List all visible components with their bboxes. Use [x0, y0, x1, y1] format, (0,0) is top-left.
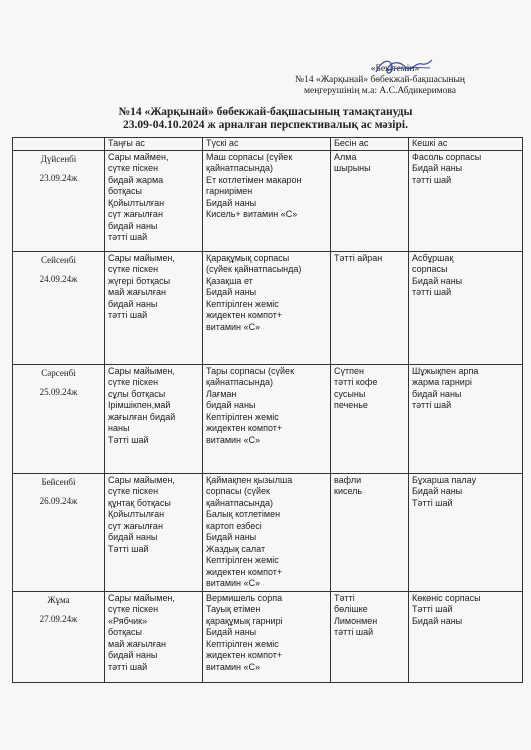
column-header	[13, 138, 105, 151]
table-row	[13, 473, 523, 591]
table-row	[13, 364, 523, 473]
menu-item: Бидай наны	[206, 627, 257, 637]
menu-item: Алма	[334, 151, 357, 162]
menu-item: Ет котлетімен макарон	[206, 174, 302, 185]
menu-item: тәтті шай	[412, 400, 452, 410]
menu-item: сусыны	[334, 388, 366, 399]
day-date: 23.09.24ж	[39, 173, 78, 183]
menu-item: қайнатпасында)	[206, 163, 273, 173]
menu-item: печенье	[334, 400, 368, 410]
menu-item: Кептірілген жеміс	[206, 638, 279, 649]
menu-item: Балық котлетімен	[206, 509, 281, 519]
title-line-2: 23.09-04.10.2024 ж арналған перспективалық ас мәзірі.	[123, 119, 408, 131]
menu-item: Тәтті	[334, 592, 355, 603]
day-cell	[13, 251, 105, 364]
menu-item: сорпасы (сүйек	[206, 486, 270, 496]
day-cell	[13, 591, 105, 682]
menu-item: тәтті шай	[412, 174, 452, 185]
snack-cell	[331, 591, 409, 682]
menu-item: Кисель+ витамин «С»	[206, 209, 298, 219]
menu-item: сүтке піскен	[108, 377, 159, 387]
menu-item: Бидай наны	[412, 275, 463, 286]
menu-item: «Рябчик»	[108, 615, 148, 626]
menu-item: Бидай наны	[206, 287, 257, 297]
menu-item: Бұхарша палау	[412, 474, 477, 485]
menu-item: сүтке піскен	[108, 486, 159, 496]
menu-item: тәтті шай	[108, 232, 148, 242]
menu-item: бидай наны	[206, 400, 256, 410]
day-cell	[13, 150, 105, 251]
menu-item: Сары майымен,	[108, 592, 175, 603]
menu-item: Фасоль сорпасы	[412, 151, 482, 162]
menu-item: Жаздық салат	[206, 543, 266, 554]
menu-item: ботқасы	[108, 627, 142, 637]
menu-item: жидектен компот+	[206, 566, 283, 577]
table-header-row	[13, 138, 523, 151]
menu-item: сүтке піскен	[108, 163, 159, 173]
title-line-1: №14 «Жарқынай» бөбекжай-бақшасының тамақтануды	[118, 106, 413, 118]
day-cell	[13, 364, 105, 473]
snack-cell	[331, 473, 409, 591]
day-name: Сәрсенбі	[41, 367, 76, 378]
menu-item: май жағылған	[108, 638, 167, 649]
breakfast-cell	[105, 473, 203, 591]
day-date: 24.09.24ж	[39, 274, 78, 284]
document-title	[0, 106, 531, 132]
menu-item: жағылған бидай	[108, 411, 176, 422]
menu-item: Бидай наны	[412, 163, 463, 173]
menu-item: жарма гарнирі	[412, 377, 472, 387]
menu-item: жүгері ботқасы	[108, 275, 171, 286]
menu-item: Бидай наны	[412, 486, 463, 496]
table-row	[13, 150, 523, 251]
lunch-cell	[203, 364, 331, 473]
table-row	[13, 251, 523, 364]
column-header: Түскі ас	[203, 138, 331, 151]
menu-item: Тәтті шай	[108, 434, 149, 445]
dinner-cell	[409, 251, 523, 364]
signature-icon	[372, 56, 434, 78]
menu-item: бөлішке	[334, 604, 368, 614]
menu-item: Вермишель сорпа	[206, 592, 283, 603]
menu-item: бидай наны	[108, 298, 158, 309]
menu-item: Сары маймен,	[108, 151, 169, 162]
menu-item: сұлы ботқасы	[108, 388, 166, 399]
day-name: Сейсенбі	[41, 254, 76, 265]
menu-item: Маш сорпасы (сүйек	[206, 151, 293, 162]
menu-item: Тауық етімен	[206, 604, 261, 614]
menu-item: қайнатпасында)	[206, 377, 273, 387]
menu-table	[12, 137, 523, 683]
menu-item: Тәтті шай	[412, 604, 453, 614]
menu-item: бидай наны	[412, 388, 462, 399]
day-name: Жұма	[47, 594, 70, 605]
menu-item: (сүйек қайнатпасында)	[206, 264, 302, 274]
breakfast-cell	[105, 591, 203, 682]
menu-item: сорпасы	[412, 264, 448, 274]
menu-item: кисель	[334, 486, 363, 496]
dinner-cell	[409, 364, 523, 473]
menu-item: витамин «С»	[206, 434, 261, 445]
menu-item: бидай наны	[108, 650, 158, 660]
menu-item: гарнирімен	[206, 186, 253, 196]
menu-item: картоп езбесі	[206, 520, 262, 531]
menu-item: құнтақ ботқасы	[108, 497, 171, 508]
snack-cell	[331, 150, 409, 251]
menu-item: жидектен компот+	[206, 310, 283, 320]
menu-item: вафли	[334, 474, 362, 485]
menu-item: Кептірілген жеміс	[206, 298, 279, 309]
menu-item: тәтті кофе	[334, 377, 378, 387]
menu-item: бидай жарма	[108, 174, 164, 185]
menu-item: сүтке піскен	[108, 264, 159, 274]
menu-item: Бидай наны	[206, 197, 257, 208]
dinner-cell	[409, 473, 523, 591]
breakfast-cell	[105, 364, 203, 473]
menu-item: Лағман	[206, 388, 237, 399]
dinner-cell	[409, 591, 523, 682]
breakfast-cell	[105, 150, 203, 251]
menu-item: қарақұмық гарнирі	[206, 615, 283, 626]
menu-item: Сары майымен,	[108, 365, 175, 376]
menu-item: тәтті шай	[412, 287, 452, 297]
menu-item: қайнатпасында)	[206, 497, 273, 508]
day-name: Дүйсенбі	[40, 153, 77, 164]
menu-item: Қойылтылған	[108, 509, 165, 519]
menu-item: Қазақша ет	[206, 275, 253, 286]
menu-item: Сары майымен,	[108, 474, 175, 485]
column-header: Кешкі ас	[409, 138, 523, 151]
day-date: 27.09.24ж	[39, 614, 78, 624]
menu-item: Асбұршақ	[412, 252, 454, 263]
menu-item: Тәтті шай	[108, 543, 149, 554]
breakfast-cell	[105, 251, 203, 364]
menu-item: тәтті шай	[108, 661, 148, 672]
menu-item: Көкөніс сорпасы	[412, 592, 481, 603]
menu-item: сүт жағылған	[108, 209, 163, 219]
column-header: Бесін ас	[331, 138, 409, 151]
approval-director: меңгерушінің м.а: А.С.Абдикеримова	[303, 86, 457, 96]
menu-item: ботқасы	[108, 186, 142, 196]
menu-item: Сары майымен,	[108, 252, 175, 263]
menu-item: Қарақұмық сорпасы	[206, 252, 290, 263]
menu-table-body	[13, 150, 523, 682]
menu-item: жидектен компот+	[206, 650, 283, 660]
menu-item: сүт жағылған	[108, 520, 163, 531]
menu-item: наны	[108, 423, 130, 433]
table-row	[13, 591, 523, 682]
snack-cell	[331, 251, 409, 364]
lunch-cell	[203, 591, 331, 682]
menu-item: тәтті шай	[334, 627, 374, 637]
snack-cell	[331, 364, 409, 473]
column-header: Таңғы ас	[105, 138, 203, 151]
menu-item: Лимонмен	[334, 615, 378, 626]
menu-item: витамин «С»	[206, 578, 261, 588]
menu-item: шырыны	[334, 163, 371, 173]
menu-item: Бидай наны	[206, 532, 257, 542]
menu-item: Ірімшікпен,май	[108, 400, 171, 410]
day-name: Бейсенбі	[41, 476, 76, 487]
menu-item: май жағылған	[108, 287, 167, 297]
day-date: 25.09.24ж	[39, 387, 78, 397]
menu-item: Тәтті шай	[412, 497, 453, 508]
menu-item: Тәтті айран	[334, 252, 383, 263]
menu-item: Кептірілген жеміс	[206, 411, 279, 422]
menu-item: бидай наны	[108, 220, 158, 231]
lunch-cell	[203, 251, 331, 364]
day-cell	[13, 473, 105, 591]
menu-item: Кептірілген жеміс	[206, 555, 279, 565]
approval-heading: «Бекітемін»	[370, 64, 420, 74]
menu-item: Қаймақпен қызылша	[206, 474, 293, 485]
menu-item: витамин «С»	[206, 321, 261, 332]
menu-item: бидай наны	[108, 532, 158, 542]
day-date: 26.09.24ж	[39, 496, 78, 506]
menu-item: Шұжықпен арпа	[412, 365, 479, 376]
menu-item: сүтке піскен	[108, 604, 159, 614]
approval-institution: №14 «Жарқынай» бөбекжай-бақшасының	[295, 75, 465, 85]
dinner-cell	[409, 150, 523, 251]
menu-item: Тары сорпасы (сүйек	[206, 365, 295, 376]
lunch-cell	[203, 473, 331, 591]
menu-item: жидектен компот+	[206, 423, 283, 433]
menu-item: Сүтпен	[334, 365, 364, 376]
menu-item: Қойылтылған	[108, 197, 165, 208]
lunch-cell	[203, 150, 331, 251]
menu-item: Бидай наны	[412, 615, 463, 626]
menu-item: витамин «С»	[206, 661, 261, 672]
menu-item: тәтті шай	[108, 310, 148, 320]
